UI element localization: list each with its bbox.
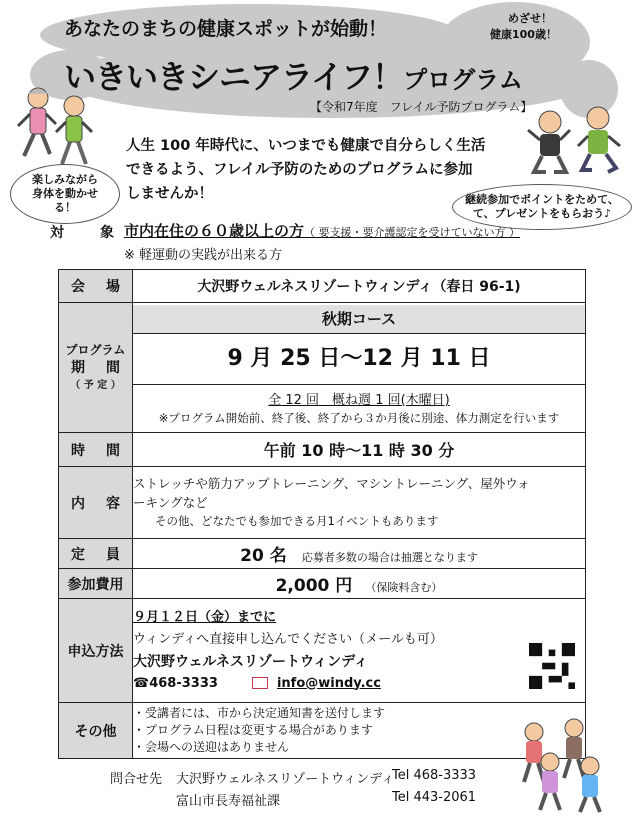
apply-value [133,599,586,703]
time-row [59,433,586,467]
content-label-a: 内 [71,495,85,512]
time-label-b: 間 [106,442,120,459]
fee-amount: 2,000 円 [275,576,353,596]
period-label [59,303,133,433]
callout-right-line2: て、プレゼントをもらおう♪ [472,207,612,220]
badge-line1: めざせ！ [508,12,552,25]
running-seniors-illustration [6,84,106,174]
capacity-label [59,539,133,569]
other-line3: ・会場への送迎はありません [133,740,290,754]
fee-row [59,569,586,599]
period-value [133,303,586,433]
capacity-number: 20 名 [240,546,287,566]
eligibility-label-b: 象 [100,225,114,241]
intro-line2: できるよう、フレイル予防のためのプログラムに参加 [126,162,473,178]
headline: あなたのまちの健康スポットが始動！ [64,18,388,40]
period-row [59,303,586,433]
intro-text [126,134,485,206]
callout-left-line3: る！ [54,200,76,214]
apply-phone: ☎468-3333 [133,675,218,691]
footer-tel1: Tel 468-3333 [392,768,477,783]
capacity-label-b: 員 [106,546,120,563]
period-label-2a: 期 [71,359,85,376]
fee-value [133,569,586,599]
intro-line3: しませんか！ [126,186,213,202]
apply-facility: 大沢野ウェルネスリゾートウィンディ [133,653,369,670]
course-name: 秋期コース [133,305,585,334]
footer-tel2: Tel 443-2061 [392,790,477,805]
title-main: いきいきシニアライフ！ [64,58,404,96]
capacity-row [59,539,586,569]
content-line1: ストレッチや筋力アップトレーニング、マシントレーニング、屋外ウォ [133,476,530,491]
footer-org1: 大沢野ウェルネスリゾートウィンディ [176,772,395,787]
other-label: その他 [59,703,133,759]
time-label-a: 時 [71,442,85,459]
time-value: 午前 10 時～11 時 30 分 [133,433,586,467]
walking-seniors-illustration [512,716,612,814]
callout-right-line1: 継続参加でポイントをためて、 [465,193,619,207]
session-note: ※プログラム開始前、終了後、終了から３か月後に別途、体力測定を行います [158,411,560,425]
venue-label-b: 場 [106,279,120,295]
eligibility-main: 市内在住の６０歳以上の方 [124,222,305,240]
time-label [59,433,133,467]
capacity-label-a: 定 [71,546,85,563]
content-line2: ーキングなど [133,495,208,510]
footer-label: 問合せ先 [110,772,163,787]
venue-label [59,270,133,303]
callout-left-line2: 身体を動かせ [32,187,98,201]
capacity-note: 応募者多数の場合は抽選となります [301,551,478,564]
content-row [59,467,586,539]
apply-deadline: ９月１２日（金）までに [133,609,277,625]
page-title [64,52,523,98]
badge-line2: 健康100歳！ [490,28,557,41]
period-label-1: プログラム [65,342,126,357]
content-label-b: 容 [106,495,120,512]
apply-row [59,599,586,703]
content-value [133,467,586,539]
fee-label: 参加費用 [59,569,133,599]
period-label-2b: 間 [106,359,120,376]
fee-note: （保険料含む） [365,581,443,594]
eligibility-label-a: 対 [50,225,64,241]
venue-row [59,270,586,303]
qr-code-icon [529,643,575,689]
venue-label-a: 会 [71,279,85,295]
email-icon [252,677,268,689]
other-line2: ・プログラム日程は変更する場合があります [133,723,373,737]
exercising-men-illustration [520,106,630,188]
apply-contact [133,673,585,695]
period-label-3: （ 予 定 ） [70,379,121,391]
venue-value: 大沢野ウェルネスリゾートウィンディ（春日 96-1) [133,270,586,303]
callout-left-line1: 楽しみながら [32,173,98,187]
subtitle: 【令和7年度 フレイル予防プログラム】 [310,100,533,114]
footer-org2: 富山市長寿福祉課 [176,794,281,809]
session-count: 全 12 回 概ね週 1 回(木曜日) [268,393,450,408]
other-row [59,703,586,759]
eligibility-value [124,220,520,241]
callout-left [10,164,120,224]
intro-line1: 人生 100 年時代に、いつまでも健康で自分らしく生活 [126,138,486,154]
eligibility-note: ※ 軽運動の実践が出来る方 [124,248,283,263]
other-line1: ・受講者には、市から決定通知書を送付します [133,706,386,720]
program-info-table [58,269,586,759]
apply-email[interactable]: info@windy.cc [276,675,381,691]
content-label [59,467,133,539]
title-suffix: プログラム [403,66,523,94]
eligibility-paren: （ 要支援・要介護認定を受けていない方 ） [304,226,521,239]
capacity-value [133,539,586,569]
content-line3: その他、どなたでも参加できる月1イベントもあります [155,514,439,528]
program-dates: 9 月 25 日～12 月 11 日 [133,334,585,385]
apply-method: ウィンディへ直接申し込んでください（メールも可） [133,631,443,647]
apply-label: 申込方法 [59,599,133,703]
eligibility-label [50,222,114,242]
